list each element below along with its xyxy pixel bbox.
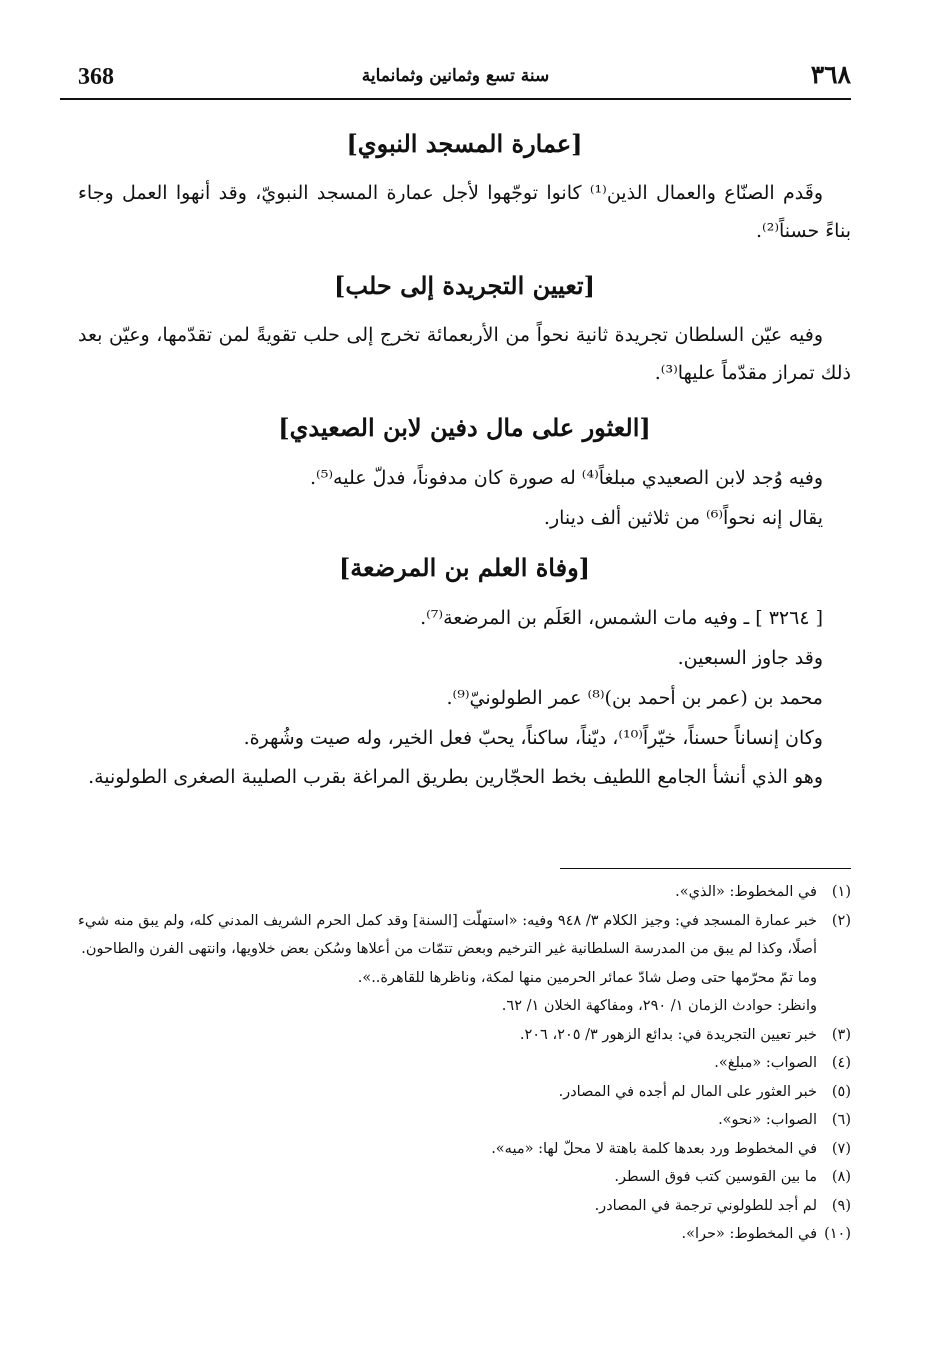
- footnote: [78, 1078, 851, 1107]
- paragraph: وفيه عيّن السلطان تجريدة ثانية نحواً من الأربعمائة تخرج إلى حلب تقويةً لمن تقدّمها، وعيّن بعد ذلك تمراز مقدّماً عليها⁽³⁾.: [78, 324, 851, 384]
- footnote: [78, 878, 851, 907]
- text-line: وفيه وُجد لابن الصعيدي مبلغاً⁽⁴⁾ له صورة كان مدفوناً، فدلّ عليه⁽⁵⁾.: [310, 467, 823, 489]
- page-number-latin: 368: [78, 64, 114, 90]
- footnote-number: (٤): [831, 1055, 851, 1071]
- footnote-text: وانظر: حوادث الزمان ١/ ٢٩٠، ومفاكهة الخلان ١/ ٦٢.: [501, 998, 817, 1014]
- footnote-number: (٧): [831, 1140, 851, 1157]
- text-line: محمد بن (عمر بن أحمد بن)⁽⁸⁾ عمر الطولونيّ⁽⁹⁾.: [446, 687, 823, 709]
- header-rule: [60, 98, 851, 100]
- footnote-text: وما تمّ محرّمها حتى وصل شادّ عمائر الحرمين منها لمكة، وناظرها للقاهرة..».: [357, 969, 817, 986]
- footnote-rule: [560, 868, 851, 869]
- footnote-continuation: [78, 992, 851, 1021]
- footnote-continuation: [78, 964, 851, 993]
- footnote-number: (١): [831, 884, 851, 900]
- footnote-text: في المخطوط: «الذي».: [675, 884, 817, 900]
- text-line: وقد جاوز السبعين.: [677, 647, 823, 669]
- footnote-text: في المخطوط ورد بعدها كلمة باهتة لا محلّ لها: «ميه».: [491, 1140, 817, 1157]
- footnote-number: (٣): [831, 1026, 851, 1043]
- footnote-number: (٦): [831, 1112, 851, 1128]
- footnote-text: الصواب: «نحو».: [718, 1112, 817, 1128]
- paragraph: وقَدم الصنّاع والعمال الذين⁽¹⁾ كانوا توجّهوا لأجل عمارة المسجد النبويّ، وقد أنهوا العمل وجاء بناءً حسناً⁽²⁾.: [78, 182, 851, 242]
- section-heading: [تعيين التجريدة إلى حلب]: [334, 271, 595, 300]
- footnote-number: (٢): [831, 912, 851, 929]
- footnote: [78, 907, 851, 964]
- main-text: [78, 118, 851, 800]
- footnote-text: لم أجد للطولوني ترجمة في المصادر.: [594, 1197, 817, 1214]
- page-header: [60, 58, 851, 98]
- footnote-text: الصواب: «مبلغ».: [714, 1055, 817, 1071]
- footnote: [78, 1192, 851, 1221]
- footnote-text: خبر عمارة المسجد في: وجيز الكلام ٣/ ٩٤٨ وفيه: «استهلّت [السنة] وقد كمل الحرم الشريف المدني كله، ولم يبق منه شيء أصلًا، وكذا لم يبق من المدرسة السلطانية غير الترخيم وبعض تتمّات من أعلاها وسُكن بعض خلاويها، وانتهى الفرن والطاحون.: [78, 912, 818, 957]
- paragraph: وهو الذي أنشأ الجامع اللطيف بخط الحجّارين بطريق المراغة بقرب الصليبة الصغرى الطولونية.: [88, 766, 823, 788]
- footnotes: [78, 878, 851, 1249]
- footnote-text: في المخطوط: «حرا».: [681, 1226, 817, 1242]
- section-heading: [وفاة العلم بن المرضعة]: [338, 553, 591, 582]
- running-title: سنة تسع وثمانين وثمانماية: [361, 66, 550, 86]
- footnote: [78, 1135, 851, 1164]
- footnote-number: (١٠): [824, 1226, 851, 1242]
- section-heading: [عمارة المسجد النبوي]: [346, 129, 583, 158]
- page-number-arabic: ٣٦٨: [810, 60, 851, 89]
- footnote-number: (٨): [831, 1169, 851, 1185]
- footnote-number: (٥): [831, 1083, 851, 1100]
- footnote: [78, 1106, 851, 1135]
- footnote-text: خبر تعيين التجريدة في: بدائع الزهور ٣/ ٢٠٥، ٢٠٦.: [519, 1026, 817, 1043]
- text-line: وكان إنساناً حسناً، خيّراً⁽¹⁰⁾، ديّناً، ساكناً، يحبّ فعل الخير، وله صيت وشُهرة.: [243, 727, 823, 749]
- section-heading: [العثور على مال دفين لابن الصعيدي]: [278, 413, 651, 442]
- footnote-text: خبر العثور على المال لم أجده في المصادر.: [558, 1083, 817, 1100]
- footnote: [78, 1220, 851, 1249]
- footnote-number: (٩): [831, 1197, 851, 1214]
- footnote: [78, 1163, 851, 1192]
- footnote-text: ما بين القوسين كتب فوق السطر.: [614, 1169, 817, 1185]
- footnote: [78, 1021, 851, 1050]
- text-line: يقال إنه نحواً⁽⁶⁾ من ثلاثين ألف دينار.: [543, 507, 823, 529]
- footnote: [78, 1049, 851, 1078]
- entry-line: [ ٣٢٦٤ ] ـ وفيه مات الشمس، العَلَم بن المرضعة⁽⁷⁾.: [420, 607, 823, 629]
